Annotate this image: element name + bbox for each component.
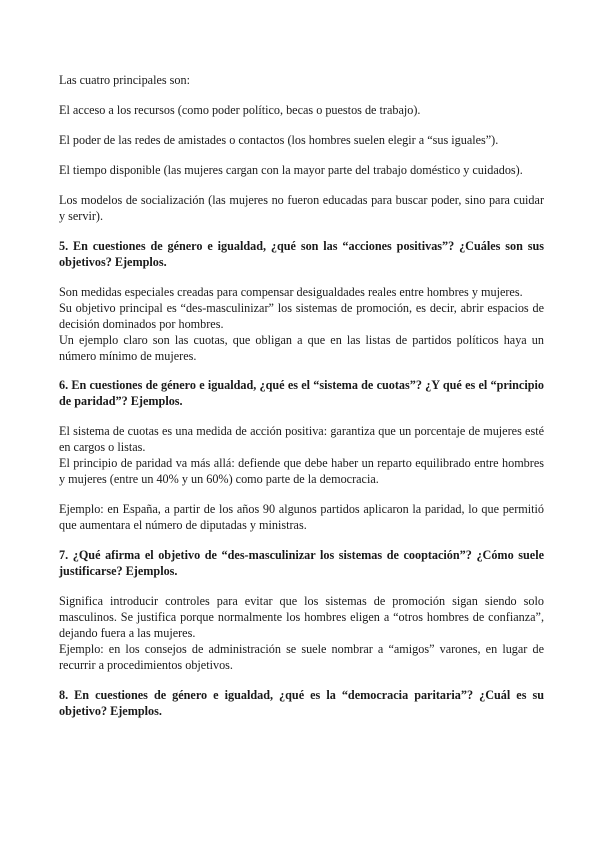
question-7-answer-1: Significa introducir controles para evitar que los sistemas de promoción sigan siendo solo masculinos. Se justifica porque normalmente los hombres eligen a “otros hombres de confianza”, dejando fuera a las mujeres. bbox=[59, 594, 544, 640]
question-6-example: Ejemplo: en España, a partir de los años 90 algunos partidos aplicaron la paridad, lo que permitió que aumentara el número de diputadas y ministras. bbox=[59, 502, 544, 532]
question-5-answer-1: Son medidas especiales creadas para compensar desigualdades reales entre hombres y mujeres. bbox=[59, 285, 523, 299]
question-5-answer-3: Un ejemplo claro son las cuotas, que obligan a que en las listas de partidos políticos haya un número mínimo de mujeres. bbox=[59, 333, 544, 363]
question-7-heading: 7. ¿Qué afirma el objetivo de “des-masculinizar los sistemas de cooptación”? ¿Cómo suele justificarse? Ejemplos. bbox=[59, 548, 544, 578]
document-page bbox=[59, 72, 544, 719]
intro-item-1: El acceso a los recursos (como poder político, becas o puestos de trabajo). bbox=[59, 103, 421, 117]
intro-item-3: El tiempo disponible (las mujeres cargan con la mayor parte del trabajo doméstico y cuidados). bbox=[59, 163, 523, 177]
intro-item-4: Los modelos de socialización (las mujeres no fueron educadas para buscar poder, sino para cuidar y servir). bbox=[59, 193, 544, 223]
question-6-answer-2: El principio de paridad va más allá: defiende que debe haber un reparto equilibrado entre hombres y mujeres (entre un 40% y un 60%) como parte de la democracia. bbox=[59, 456, 544, 486]
intro-item-2: El poder de las redes de amistades o contactos (los hombres suelen elegir a “sus iguales”). bbox=[59, 133, 499, 147]
intro-lead: Las cuatro principales son: bbox=[59, 73, 190, 87]
question-8-heading: 8. En cuestiones de género e igualdad, ¿qué es la “democracia paritaria”? ¿Cuál es su objetivo? Ejemplos. bbox=[59, 688, 544, 718]
question-5-answer-2: Su objetivo principal es “des-masculinizar” los sistemas de promoción, es decir, abrir espacios de decisión dominados por hombres. bbox=[59, 301, 544, 331]
question-6-heading: 6. En cuestiones de género e igualdad, ¿qué es el “sistema de cuotas”? ¿Y qué es el “principio de paridad”? Ejemplos. bbox=[59, 378, 544, 408]
question-7-answer-2: Ejemplo: en los consejos de administración se suele nombrar a “amigos” varones, en lugar de recurrir a procedimientos objetivos. bbox=[59, 642, 544, 672]
question-5-heading: 5. En cuestiones de género e igualdad, ¿qué son las “acciones positivas”? ¿Cuáles son sus objetivos? Ejemplos. bbox=[59, 239, 544, 269]
question-6-answer-1: El sistema de cuotas es una medida de acción positiva: garantiza que un porcentaje de mujeres esté en cargos o listas. bbox=[59, 424, 544, 454]
